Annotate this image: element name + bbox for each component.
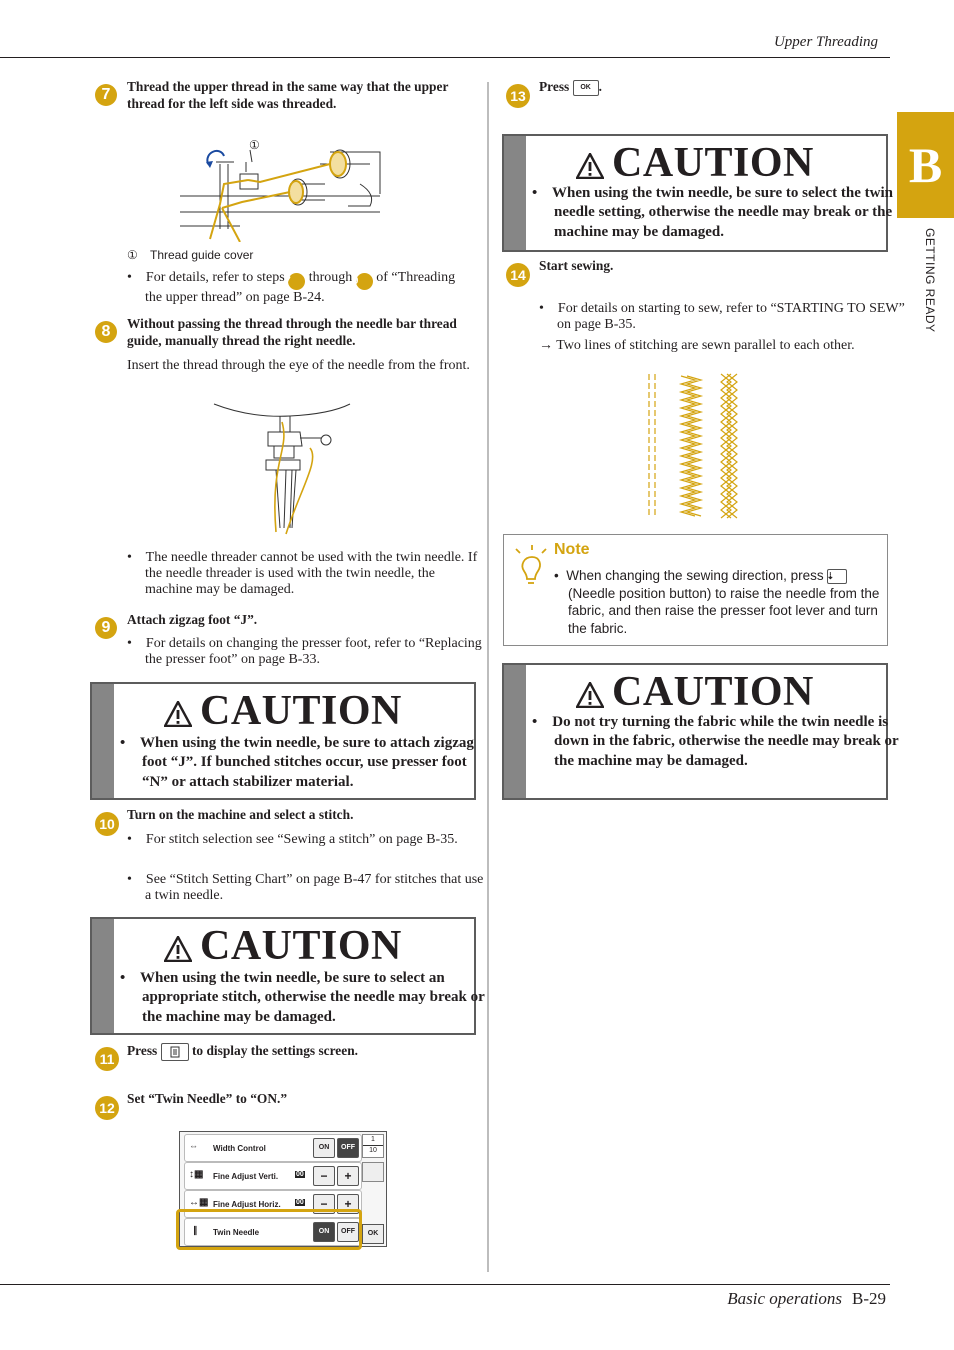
step-number-8: 8 [95,321,117,343]
caution-box-3 [502,134,893,252]
settings-button-icon [161,1043,189,1061]
step-14-bullet: • For details on starting to sew, refer to “STARTING TO SEW” on page B-35. [539,301,905,332]
caution-title [576,140,814,186]
width-on-button[interactable]: ON [313,1138,335,1158]
step-7-bullet: • For details, refer to steps 7 through 9 of “Threading the upper thread” on page B-24. [127,270,456,305]
step-9-bullet: • For details on changing the presser foot, refer to “Replacing the presser foot” on page B-33. [127,636,482,667]
footer [727,1289,886,1309]
thread-guide-illustration [180,134,384,242]
caption-thread-guide-cover: Thread guide cover [150,248,254,262]
step-number-9: 9 [95,617,117,639]
step7-bullet-mid: through [308,270,353,285]
twin-needle-icon: ∥ [193,1225,198,1235]
caution-title-text: CAUTION [612,140,814,186]
header-rule [0,57,890,58]
caution-box-4 [502,663,899,800]
step-7-text: Thread the upper thread in the same way that the upper thread for the left side was threaded. [127,79,449,111]
needle-illustration [210,400,354,540]
ref-step-7: 7 [288,273,305,290]
note-text: • When changing the sewing direction, press ⇣ (Needle position button) to raise the needle from the fabric, and then raise the presser foot lever and turn the fabric. [554,568,880,636]
warning-icon [164,936,192,962]
horiz-minus-button[interactable]: − [313,1194,335,1214]
step11-text-post: to display the settings screen. [191,1043,358,1058]
step7-bullet-pre: For details, refer to steps [145,270,285,285]
step10-bullet2-text: See “Stitch Setting Chart” on page B-47 for stitches that use a twin needle. [145,872,484,903]
chapter-tab: B [897,112,954,218]
step7-bullet-post: of “Threading the upper thread” on page B-24. [145,270,456,305]
ok-button[interactable]: OK [362,1224,384,1244]
step-11-text [127,1042,467,1061]
step8-bullet-text: The needle threader cannot be used with the twin needle. If the needle threader is used with the twin needle, the machine may be damaged. [145,550,478,597]
caution-title-text: CAUTION [612,669,814,715]
width-off-button[interactable]: OFF [337,1138,359,1158]
footer-chapter: Basic operations [727,1289,842,1308]
horiz-value: 00 [296,1199,304,1206]
illustration-callout: ① [249,138,260,152]
warning-icon [164,701,192,727]
page-total: 10 [363,1145,383,1156]
note-text-post: (Needle position button) to raise the needle from the fabric, and then raise the presser foot lever and turn the fabric. [568,585,880,636]
horizontal-adjust-icon: ↔▦ [189,1197,209,1208]
step10-bullet1-text: For stitch selection see “Sewing a stitch” on page B-35. [145,832,458,847]
caution-text: • When using the twin needle, be sure to select an appropriate stitch, otherwise the needle may break or the machine may be damaged. [120,970,485,1025]
note-box [503,534,888,646]
column-divider [487,82,489,1272]
caution-bar [92,919,114,1033]
step13-text-post: . [598,79,602,94]
step-number-11: 11 [95,1047,119,1071]
ref-step-9: 9 [356,273,373,290]
step-14-text: Start sewing. [539,258,614,273]
caution-bar [504,136,526,250]
step-14-result: → Two lines of stitching are sewn parallel to each other. [539,338,855,353]
caption-marker: ① [127,248,138,262]
row-label: Twin Needle [213,1228,260,1237]
step-8-bullet: • The needle threader cannot be used with the twin needle. If the needle threader is used with the twin needle, the machine may be damaged. [127,550,478,597]
step9-bullet-text: For details on changing the presser foot, refer to “Replacing the presser foot” on page B-33. [145,636,482,667]
step-10-bullet-1: • For stitch selection see “Sewing a stitch” on page B-35. [127,832,458,847]
row-label: Width Control [213,1144,266,1153]
width-control-icon: ⇔ [189,1141,198,1151]
step-number-12: 12 [95,1096,119,1120]
verti-minus-button[interactable]: − [313,1166,335,1186]
page-number: B-29 [852,1289,886,1308]
caution-text: • Do not try turning the fabric while the twin needle is down in the fabric, otherwise the needle may break or the machine may be damaged. [532,714,899,769]
lightbulb-icon [514,543,548,587]
note-title: Note [554,541,590,558]
pattern-icon[interactable] [362,1162,384,1182]
side-label: GETTING READY [923,228,937,333]
step-number-13: 13 [506,84,530,108]
ok-key-icon: OK [573,80,599,96]
step11-text-pre: Press [127,1043,158,1058]
step-8-text: Without passing the thread through the needle bar thread guide, manually thread the right needle. [127,316,457,348]
page-current: 1 [371,1136,375,1143]
caution-box-1 [90,682,476,800]
step13-text-pre: Press [539,79,570,94]
needle-position-button-icon: ⇣ [827,569,847,584]
step-8-body: Insert the thread through the eye of the needle from the front. [127,358,470,373]
caution-3-text: When using the twin needle, be sure to select the twin needle setting, otherwise the needle may break or the machine may be damaged. [551,185,893,240]
stitch-samples-illustration [645,372,741,520]
caution-box-2 [90,917,485,1035]
caution-text: • When using the twin needle, be sure to attach zigzag foot “J”. If bunched stitches occur, use presser foot “N” or attach stabilizer material. [120,735,474,790]
caution-4-text: Do not try turning the fabric while the twin needle is down in the fabric, otherwise the needle may break or the machine may be damaged. [552,714,899,769]
horiz-plus-button[interactable]: + [337,1194,359,1214]
step-number-10: 10 [95,812,119,836]
caution-title [164,923,402,969]
row-label: Fine Adjust Verti. [213,1172,279,1181]
step-9-text: Attach zigzag foot “J”. [127,612,258,627]
row-fine-adjust-verti [184,1162,362,1190]
caution-title-text: CAUTION [200,688,402,734]
caution-title [576,669,814,715]
twin-on-button[interactable]: ON [313,1222,335,1242]
vertical-adjust-icon: ↕▦ [189,1169,204,1180]
step-number-14: 14 [506,263,530,287]
caution-text: • When using the twin needle, be sure to select the twin needle setting, otherwise the needle may break or the machine may be damaged. [532,185,893,240]
caution-title [164,688,402,734]
caution-1-text: When using the twin needle, be sure to attach zigzag foot “J”. If bunched stitches occur, use presser foot “N” or attach stabilizer material. [139,735,474,790]
warning-icon [576,153,604,179]
verti-plus-button[interactable]: + [337,1166,359,1186]
caution-bar [92,684,114,798]
note-text-pre: When changing the sewing direction, press [566,568,824,583]
twin-off-button[interactable]: OFF [337,1222,359,1242]
caution-2-text: When using the twin needle, be sure to select an appropriate stitch, otherwise the needle may break or the machine may be damaged. [139,970,485,1025]
step-13-text [539,78,869,96]
warning-icon [576,682,604,708]
step-10-text: Turn on the machine and select a stitch. [127,807,354,822]
row-label: Fine Adjust Horiz. [213,1200,281,1209]
twin-needle-highlight [176,1209,362,1250]
row-width-control [184,1134,362,1162]
step14-bullet-text: For details on starting to sew, refer to “STARTING TO SEW” on page B-35. [557,301,905,332]
verti-value: 00 [296,1171,304,1178]
running-header: Upper Threading [773,34,878,50]
page-indicator [362,1134,384,1158]
step-12-text: Set “Twin Needle” to “ON.” [127,1091,288,1106]
caution-bar [504,665,526,798]
step-10-bullet-2: • See “Stitch Setting Chart” on page B-47 for stitches that use a twin needle. [127,872,484,903]
footer-rule [0,1284,890,1285]
caution-title-text: CAUTION [200,923,402,969]
step-number-7: 7 [95,84,117,106]
